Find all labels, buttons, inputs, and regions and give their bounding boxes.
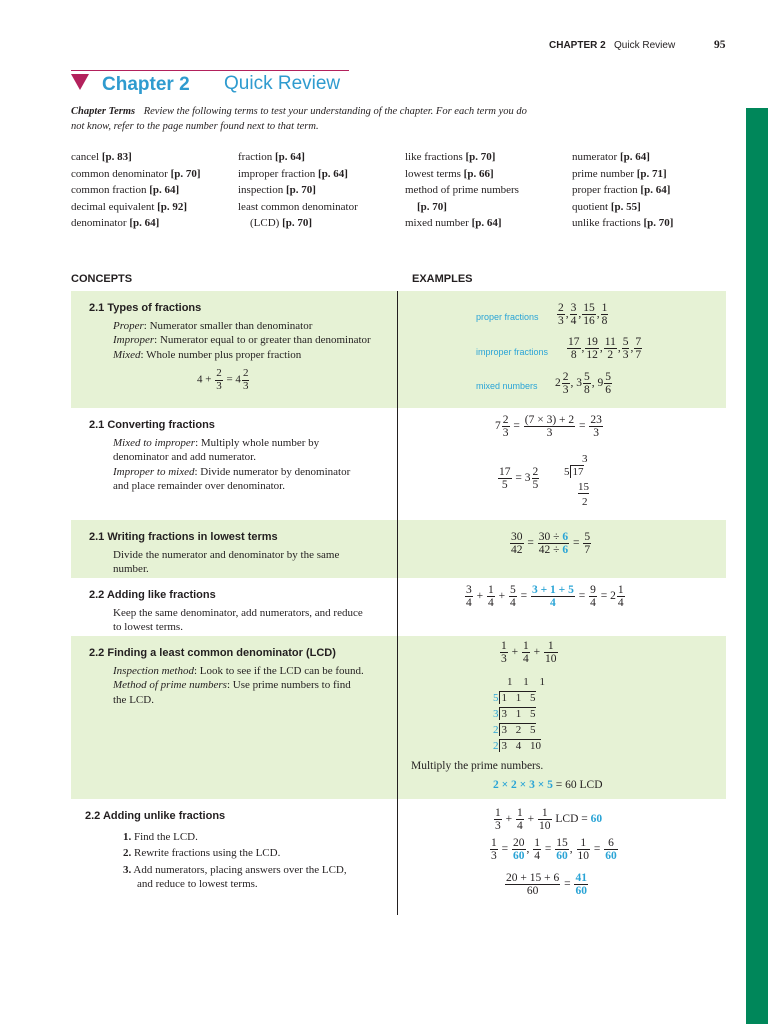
like-fractions-example: $\frac{3}{4}$ + $\frac{1}{4}$ + $\frac{5}{4}$ = $\frac{3 + 1 + 5}{4}$ = $\frac{9}{4}$ = 2 $\frac{1}{4}$ (466, 584, 624, 610)
step-item: 3. Add numerators, placing answers over the LCD, (123, 863, 347, 876)
concept-cell (89, 646, 389, 707)
term-item: common denominator [p. 70] (71, 167, 201, 180)
concept-line: Divide the numerator and denominator by the same (113, 548, 340, 561)
term-item: [p. 70] (417, 200, 447, 213)
terms-column-3 (405, 149, 519, 232)
chapter-title: Quick Review (224, 73, 341, 94)
example-label: improper fractions (476, 347, 549, 357)
example-cell (409, 799, 714, 915)
concept-line: Proper: Numerator smaller than denominator (113, 319, 313, 332)
unlike-sum: $\frac{20 + 15 + 6}{60}$ = $\frac{41}{60}$ (506, 872, 587, 898)
example-cell (409, 408, 714, 520)
concept-line: Method of prime numbers: Use prime numbers to find (113, 679, 351, 691)
concept-cell (89, 588, 389, 635)
prime-division-row: 5 1 1 5 (493, 692, 536, 704)
page-number: 95 (714, 39, 726, 51)
concept-title: 2.2 Finding a least common denominator (LCD) (89, 647, 336, 659)
step-item: 1. Find the LCD. (123, 830, 198, 843)
step-item: and reduce to lowest terms. (137, 878, 258, 890)
mixed-to-improper-example: 7 $\frac{2}{3}$ = $\frac{(7 \times 3) + 2}{3}$ = $\frac{23}{3}$ (495, 414, 602, 440)
example-cell (409, 520, 714, 578)
concept-cell (85, 809, 385, 892)
review-row-lcd (71, 636, 726, 799)
example-cell (409, 636, 714, 799)
long-division-step: 5 17 (564, 466, 584, 478)
running-head (549, 39, 726, 51)
term-item: improper fraction [p. 64] (238, 167, 348, 180)
concept-line: to lowest terms. (113, 621, 183, 633)
chapter-label: CHAPTER 2 (549, 40, 606, 51)
example-label: mixed numbers (476, 381, 538, 391)
review-row-unlike-fractions (71, 799, 726, 915)
term-item: (LCD) [p. 70] (250, 217, 313, 229)
prime-division-row: 2 3 4 10 (493, 740, 541, 752)
term-item: denominator [p. 64] (71, 217, 160, 229)
review-row-like-fractions (71, 578, 726, 636)
concept-title: 2.1 Writing fractions in lowest terms (89, 531, 278, 543)
chapter-terms-text: Review the following terms to test your understanding of the chapter. For each term you do not know, refer to the page number found next to that term. (71, 106, 527, 132)
mixed-number-example: 4 + $\frac{2}{3}$ = 4 $\frac{2}{3}$ (197, 367, 249, 392)
concept-title: 2.2 Adding like fractions (89, 589, 216, 601)
lcd-note: Multiply the prime numbers. (411, 760, 544, 772)
term-item: mixed number [p. 64] (405, 217, 502, 229)
concepts-heading: CONCEPTS (71, 273, 133, 285)
concept-line: the LCD. (113, 693, 154, 706)
concept-line: Improper to mixed: Divide numerator by denominator (113, 465, 351, 478)
concept-line: Mixed: Whole number plus proper fraction (113, 348, 302, 361)
table-header (71, 273, 726, 292)
step-item: 2. Rewrite fractions using the LCD. (123, 847, 281, 859)
examples-heading: EXAMPLES (412, 273, 473, 285)
lowest-terms-example: $\frac{30}{42}$ = $\frac{30 \div 6}{42 \div 6}$ = $\frac{5}{7}$ (511, 531, 591, 557)
term-item: numerator [p. 64] (572, 151, 650, 163)
concept-line: Mixed to improper: Multiply whole number by (113, 436, 320, 449)
concept-title: 2.1 Types of fractions (89, 302, 202, 314)
prime-division-row: 3 3 1 5 (493, 708, 536, 720)
concept-line: number. (113, 563, 149, 575)
terms-column-4 (572, 149, 673, 232)
review-row-types (71, 291, 726, 408)
term-item: fraction [p. 64] (238, 151, 305, 163)
term-item: proper fraction [p. 64] (572, 184, 671, 196)
improper-to-mixed-example: $\frac{17}{5}$ = 3 $\frac{2}{5}$ (499, 466, 539, 492)
concept-title: 2.1 Converting fractions (89, 419, 215, 431)
prime-division-row: 1 1 1 (507, 676, 545, 688)
term-item: prime number [p. 71] (572, 167, 667, 180)
green-edge-tab (746, 108, 768, 1024)
term-item: method of prime numbers (405, 184, 519, 196)
concept-line: Inspection method: Look to see if the LCD can be found. (113, 664, 364, 677)
triangle-marker-icon (71, 74, 89, 90)
term-item: lowest terms [p. 66] (405, 167, 494, 180)
concept-line: Keep the same denominator, add numerators, and reduce (113, 606, 363, 619)
example-cell (409, 291, 714, 408)
running-section: Quick Review (614, 40, 676, 51)
concept-line: Improper: Numerator equal to or greater than denominator (113, 334, 371, 346)
term-item: like fractions [p. 70] (405, 151, 496, 163)
lcd-problem: $\frac{1}{3}$ + $\frac{1}{4}$ + $\frac{1}{10}$ (501, 640, 557, 666)
chapter-terms-label: Chapter Terms (71, 106, 136, 117)
prime-division-row: 2 3 2 5 (493, 724, 536, 736)
review-row-lowest-terms (71, 520, 726, 578)
example-label: proper fractions (476, 312, 539, 322)
example-cell (409, 578, 714, 636)
term-item: cancel [p. 83] (71, 151, 132, 163)
long-division-step: 15 (578, 481, 589, 493)
proper-fractions-example: $\frac{2}{3}$ , $\frac{3}{4}$ , $\frac{15}{16}$ , $\frac{1}{8}$ (558, 302, 608, 328)
term-item: least common denominator (238, 200, 358, 213)
unlike-problem: $\frac{1}{3}$ + $\frac{1}{4}$ + $\frac{1}{10}$ LCD = 60 (495, 807, 603, 833)
concept-cell (89, 301, 389, 392)
terms-column-2 (238, 149, 358, 232)
chapter-number: Chapter 2 (102, 74, 190, 95)
improper-fractions-example: $\frac{17}{8}$ , $\frac{19}{12}$ , $\frac{11}{2}$ , $\frac{5}{3}$ , $\frac{7}{7}$ (568, 336, 642, 362)
review-row-converting (71, 408, 726, 520)
long-division-remainder: 2 (582, 496, 588, 508)
long-division-quotient: 3 (582, 453, 588, 465)
term-item: decimal equivalent [p. 92] (71, 200, 188, 213)
chapter-terms-intro (71, 104, 541, 134)
concept-line: denominator and add numerator. (113, 451, 256, 463)
term-item: quotient [p. 55] (572, 200, 641, 213)
unlike-rewritten: $\frac{1}{3}$ = $\frac{20}{60}$ , $\frac{1}{4}$ = $\frac{15}{60}$ , $\frac{1}{10}$ = $\frac{6}{60}$ (491, 837, 617, 863)
terms-column-1 (71, 149, 201, 232)
concept-cell (89, 418, 389, 494)
term-item: common fraction [p. 64] (71, 184, 180, 196)
chapter-heading (71, 70, 349, 97)
concept-cell (89, 530, 389, 577)
term-item: inspection [p. 70] (238, 184, 316, 196)
term-item: unlike fractions [p. 70] (572, 217, 674, 229)
concept-title: 2.2 Adding unlike fractions (85, 810, 226, 822)
concept-line: and place remainder over denominator. (113, 480, 285, 492)
mixed-numbers-example: 2 $\frac{2}{3}$ , 3 $\frac{5}{8}$ , 9 $\frac{5}{6}$ (555, 371, 611, 397)
lcd-result: 2 × 2 × 3 × 5 = 60 LCD (493, 779, 603, 791)
